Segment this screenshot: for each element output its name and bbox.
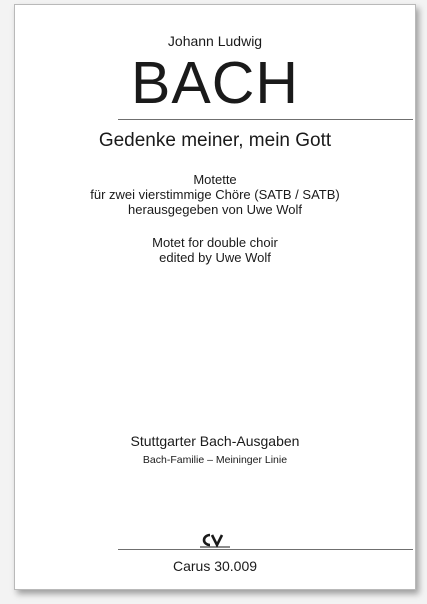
description-en-line: Motet for double choir [152,235,278,250]
work-title: Gedenke meiner, mein Gott [98,130,332,151]
description-de-line: Motette [193,172,237,187]
top-divider [118,119,413,120]
carus-logo-icon [15,532,415,548]
carus-cv-logo-icon [198,532,232,548]
composer-first-names: Johann Ludwig [167,33,263,49]
description-de-line: herausgegeben von Uwe Wolf [128,202,302,217]
score-cover [14,4,416,590]
description-en-line: edited by Uwe Wolf [159,250,271,265]
description-de-line: für zwei vierstimmige Chöre (SATB / SATB) [90,187,340,202]
description-german [15,172,415,217]
description-english [15,235,415,265]
bottom-divider [118,549,413,550]
composer-surname: BACH [131,50,299,116]
catalog-number: Carus 30.009 [172,558,258,574]
series-name: Stuttgarter Bach-Ausgaben [130,433,300,449]
series-subtitle: Bach-Familie – Meininger Linie [142,454,288,466]
